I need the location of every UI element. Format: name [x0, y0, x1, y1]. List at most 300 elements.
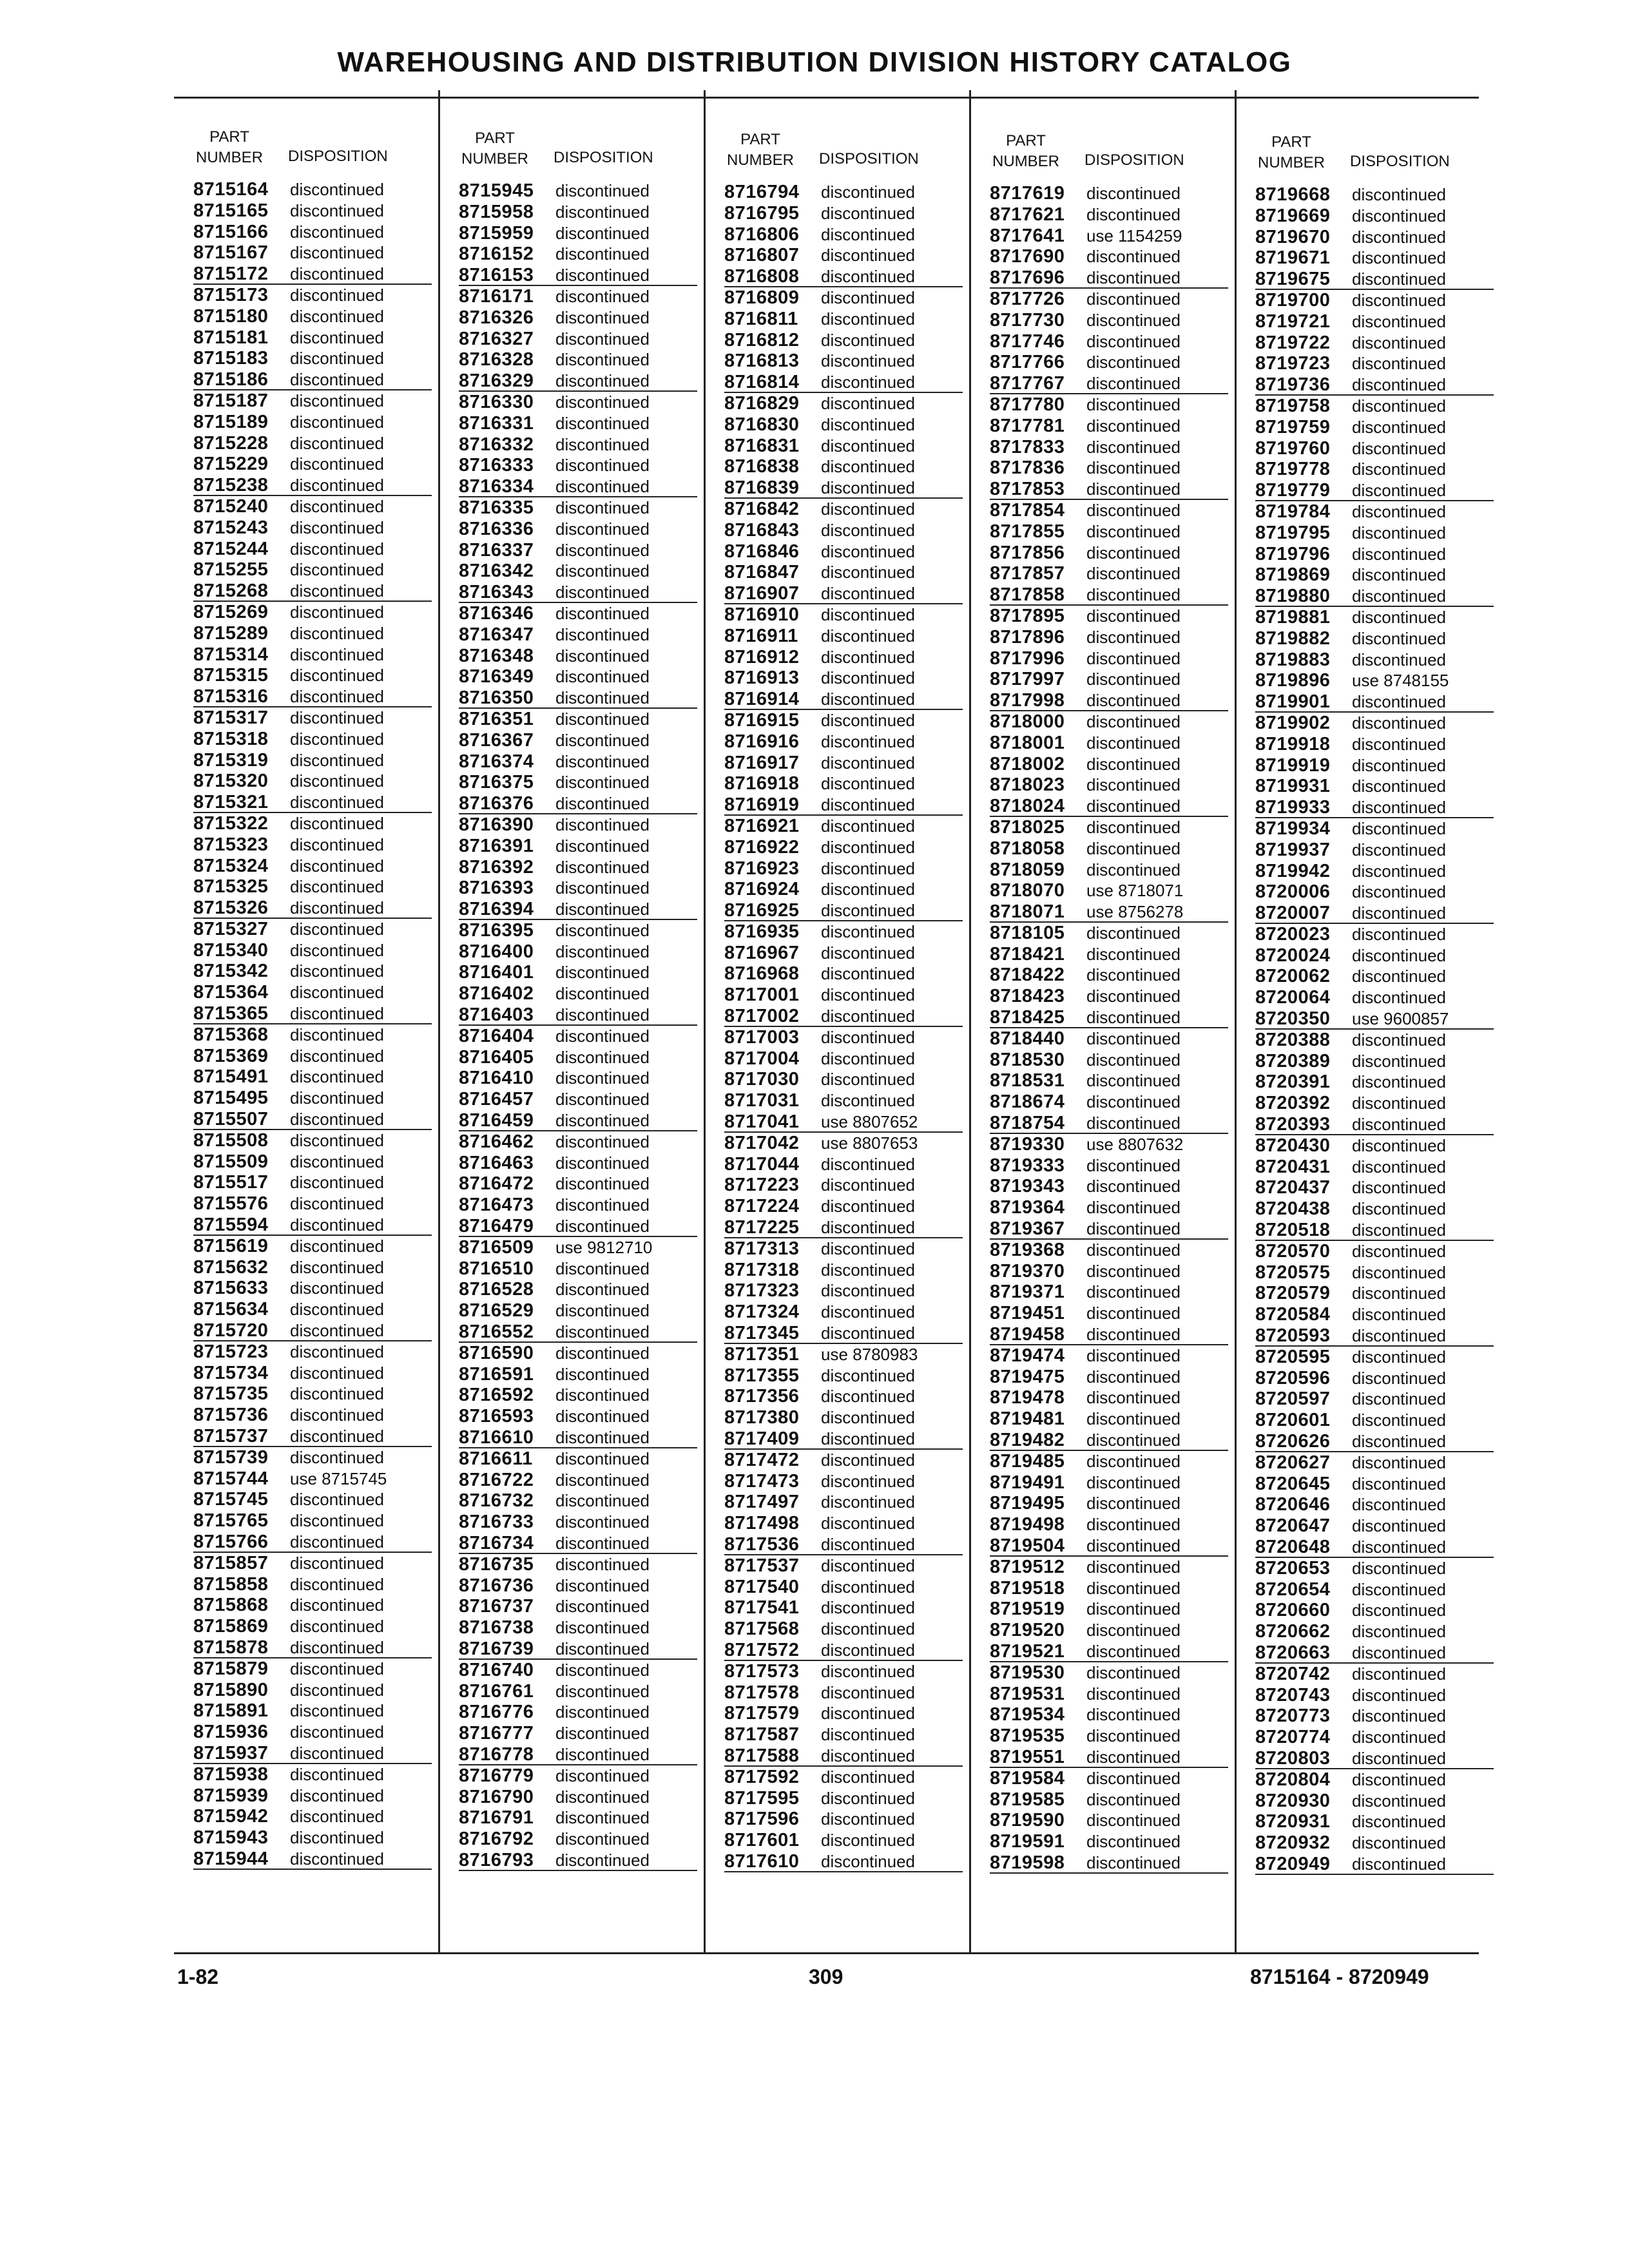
catalog-entry [459, 1258, 697, 1280]
disposition: discontinued [1086, 1536, 1181, 1555]
part-number: 8715317 [193, 707, 269, 728]
catalog-entry [193, 1658, 432, 1680]
part-number: 8715735 [193, 1383, 269, 1405]
part-number: 8715364 [193, 982, 269, 1003]
part-number: 8715365 [193, 1003, 269, 1024]
catalog-entry [724, 1597, 963, 1619]
disposition: discontinued [290, 1617, 384, 1637]
part-number: 8716404 [459, 1025, 534, 1046]
disposition: discontinued [555, 582, 650, 602]
part-number-header [1258, 132, 1325, 173]
part-number: 8720803 [1255, 1747, 1331, 1769]
catalog-entry [724, 626, 963, 647]
part-number: 8720595 [1255, 1346, 1331, 1367]
part-number: 8720007 [1255, 903, 1331, 924]
part-number: 8717002 [724, 1006, 800, 1027]
part-number: 8719896 [1255, 670, 1331, 691]
disposition: discontinued [290, 581, 384, 601]
part-number: 8717041 [724, 1111, 800, 1133]
disposition: discontinued [1352, 1706, 1446, 1726]
disposition: discontinued [1352, 713, 1446, 733]
part-number: 8717540 [724, 1576, 800, 1597]
catalog-entry [1255, 1051, 1494, 1072]
disposition: discontinued [1086, 521, 1181, 541]
part-number: 8720804 [1255, 1769, 1331, 1790]
part-number: 8720391 [1255, 1072, 1331, 1093]
part-number: 8715172 [193, 264, 269, 285]
disposition: discontinued [1086, 1472, 1181, 1492]
disposition: discontinued [290, 1110, 384, 1129]
catalog-entry [459, 1110, 697, 1131]
catalog-entry [459, 1406, 697, 1427]
disposition: discontinued [1086, 1303, 1181, 1323]
catalog-entry [1255, 501, 1494, 523]
disposition: discontinued [1352, 396, 1446, 416]
disposition: discontinued [290, 1701, 384, 1721]
part-number: 8720647 [1255, 1515, 1331, 1537]
disposition: discontinued [1352, 501, 1446, 521]
disposition: discontinued [290, 476, 384, 495]
disposition: discontinued [1086, 184, 1181, 203]
disposition: discontinued [1086, 1409, 1181, 1429]
part-number: 8720392 [1255, 1093, 1331, 1114]
catalog-entry [724, 1217, 963, 1238]
catalog-entry [990, 1599, 1228, 1620]
part-number: 8715939 [193, 1785, 269, 1806]
catalog-entry [193, 179, 432, 200]
catalog-entry [459, 1765, 697, 1787]
disposition: discontinued [821, 245, 915, 265]
disposition: discontinued [821, 964, 915, 984]
part-number: 8717621 [990, 204, 1065, 225]
catalog-entry [1255, 840, 1494, 861]
disposition: discontinued [1352, 1368, 1446, 1388]
part-number: 8720430 [1255, 1135, 1331, 1156]
part-number: 8717324 [724, 1302, 800, 1323]
catalog-entry [990, 690, 1228, 711]
part-number: 8719598 [990, 1852, 1065, 1873]
part-number: 8719371 [990, 1282, 1065, 1303]
disposition: discontinued [1086, 1557, 1181, 1577]
disposition: discontinued [1352, 755, 1446, 775]
catalog-entry [1255, 1494, 1494, 1515]
disposition: discontinued [1352, 607, 1446, 627]
part-number: 8715183 [193, 348, 269, 369]
part-number: 8716910 [724, 604, 800, 625]
disposition: discontinued [555, 286, 650, 306]
part-number: 8715878 [193, 1637, 269, 1658]
disposition: discontinued [555, 1639, 650, 1658]
catalog-entry [1255, 1008, 1494, 1030]
catalog-entry [724, 794, 963, 816]
disposition: discontinued [1352, 1326, 1446, 1346]
catalog-entry [1255, 438, 1494, 459]
part-number: 8719521 [990, 1640, 1065, 1662]
part-number: 8716917 [724, 752, 800, 773]
catalog-entry [459, 455, 697, 476]
part-number: 8719458 [990, 1324, 1065, 1345]
catalog-entry [193, 200, 432, 222]
catalog-entry [990, 1113, 1228, 1134]
part-number: 8719530 [990, 1662, 1065, 1683]
part-header-line1: PART [475, 130, 515, 147]
disposition: discontinued [1086, 1662, 1181, 1682]
part-number: 8719758 [1255, 395, 1331, 416]
part-number: 8717858 [990, 584, 1065, 606]
part-number: 8716843 [724, 519, 800, 541]
disposition: discontinued [821, 1514, 915, 1533]
catalog-entry [1255, 861, 1494, 882]
disposition: discontinued [821, 753, 915, 773]
catalog-entry [724, 689, 963, 710]
disposition: discontinued [290, 370, 384, 390]
catalog-entry [1255, 797, 1494, 818]
catalog-entry [724, 879, 963, 900]
part-number: 8715229 [193, 454, 269, 475]
part-number: 8716913 [724, 668, 800, 689]
part-number: 8715189 [193, 411, 269, 432]
catalog-entry [724, 1640, 963, 1661]
catalog-entry [1255, 1621, 1494, 1642]
disposition: discontinued [290, 813, 384, 833]
disposition: discontinued [1086, 437, 1181, 457]
catalog-entry [724, 1280, 963, 1302]
part-number: 8719796 [1255, 543, 1331, 564]
catalog-entry [724, 393, 963, 414]
part-number: 8717854 [990, 499, 1065, 521]
catalog-entry [990, 1768, 1228, 1789]
catalog-entry [990, 817, 1228, 838]
catalog-entry [459, 793, 697, 814]
disposition: discontinued [821, 1640, 915, 1660]
part-number: 8715745 [193, 1489, 269, 1510]
part-number: 8719883 [1255, 649, 1331, 670]
catalog-entry [193, 1046, 432, 1067]
part-number: 8716919 [724, 794, 800, 816]
disposition: discontinued [290, 877, 384, 897]
page-title: WAREHOUSING AND DISTRIBUTION DIVISION HISTORY CATALOG [337, 46, 1292, 78]
catalog-entry [459, 1787, 697, 1808]
catalog-entry [459, 1723, 697, 1744]
catalog-entry [990, 1852, 1228, 1874]
catalog-entry [724, 985, 963, 1006]
catalog-entry [1255, 247, 1494, 269]
disposition: discontinued [290, 1215, 384, 1235]
part-number: 8715517 [193, 1172, 269, 1193]
catalog-entry [459, 265, 697, 286]
disposition: discontinued [1352, 1432, 1446, 1452]
disposition: discontinued [821, 1535, 915, 1554]
part-number: 8719535 [990, 1725, 1065, 1747]
part-number: 8715945 [459, 180, 534, 201]
disposition: discontinued [1086, 374, 1181, 394]
part-number: 8719590 [990, 1810, 1065, 1831]
part-number: 8719933 [1255, 797, 1331, 818]
disposition: discontinued [555, 1111, 650, 1131]
part-number: 8720646 [1255, 1494, 1331, 1515]
catalog-entry [459, 1617, 697, 1639]
catalog-entry [459, 1004, 697, 1026]
part-number: 8719343 [990, 1176, 1065, 1197]
disposition: discontinued [290, 1807, 384, 1827]
part-number: 8716401 [459, 962, 534, 983]
catalog-entry [193, 1405, 432, 1426]
disposition: discontinued [555, 1047, 650, 1067]
catalog-entry [1255, 1579, 1494, 1600]
part-number: 8716393 [459, 878, 534, 899]
disposition: discontinued [1086, 352, 1181, 372]
footer-section-number: 1-82 [177, 1965, 219, 1988]
disposition: discontinued [290, 1384, 384, 1404]
part-number: 8716737 [459, 1596, 534, 1617]
disposition: discontinued [821, 182, 915, 202]
part-number: 8716400 [459, 941, 534, 962]
disposition: discontinued [1352, 1748, 1446, 1768]
disposition: discontinued [290, 1722, 384, 1742]
disposition: discontinued [1086, 965, 1181, 985]
catalog-entry [724, 1323, 963, 1344]
part-number: 8715268 [193, 581, 269, 602]
catalog-entry [459, 307, 697, 329]
catalog-entry [459, 1026, 697, 1047]
column-header [970, 115, 1235, 186]
catalog-entry [990, 796, 1228, 817]
part-number: 8719901 [1255, 691, 1331, 713]
disposition: discontinued [555, 1216, 650, 1236]
disposition: discontinued [555, 814, 650, 834]
catalog-entry [459, 878, 697, 899]
catalog-entry [724, 1703, 963, 1724]
part-number: 8716907 [724, 583, 800, 604]
catalog-entry [459, 941, 697, 963]
part-number: 8715958 [459, 201, 534, 222]
catalog-entry [1255, 332, 1494, 354]
disposition: discontinued [1352, 1854, 1446, 1874]
catalog-entry [724, 773, 963, 794]
part-number: 8715857 [193, 1552, 269, 1573]
catalog-entry [724, 858, 963, 879]
part-number: 8716790 [459, 1786, 534, 1807]
part-number: 8716916 [724, 731, 800, 752]
disposition: discontinued [555, 392, 650, 412]
catalog-entry [990, 1303, 1228, 1324]
part-number: 8719478 [990, 1387, 1065, 1408]
disposition: discontinued [1352, 354, 1446, 374]
part-number: 8716829 [724, 392, 800, 414]
disposition: discontinued [290, 1236, 384, 1256]
catalog-entry [193, 1532, 432, 1553]
part-number: 8718440 [990, 1028, 1065, 1049]
part-number: 8716914 [724, 689, 800, 710]
column-header [1236, 116, 1500, 187]
catalog-entry [724, 203, 963, 224]
disposition: discontinued [1086, 500, 1181, 520]
part-number: 8716808 [724, 266, 800, 287]
part-number: 8720024 [1255, 945, 1331, 966]
disposition: discontinued [821, 203, 915, 223]
catalog-entry [459, 1850, 697, 1871]
catalog-entry [1255, 184, 1494, 206]
part-number: 8717836 [990, 457, 1065, 479]
part-number: 8719370 [990, 1260, 1065, 1282]
part-number-header [992, 131, 1059, 172]
catalog-entry [459, 1829, 697, 1850]
catalog-entry [724, 1830, 963, 1851]
disposition: discontinued [555, 1448, 650, 1468]
part-number: 8719723 [1255, 353, 1331, 374]
catalog-entry [990, 1261, 1228, 1282]
disposition: discontinued [555, 624, 650, 644]
disposition: discontinued [1352, 1051, 1446, 1071]
part-number: 8717726 [990, 288, 1065, 309]
part-number: 8719671 [1255, 247, 1331, 269]
catalog-entry [459, 1343, 697, 1364]
catalog-entry [724, 351, 963, 372]
part-number: 8716329 [459, 370, 534, 392]
disposition: discontinued [290, 644, 384, 664]
disposition: discontinued [821, 1196, 915, 1216]
part-number: 8719534 [990, 1704, 1065, 1725]
catalog-entry [193, 876, 432, 898]
disposition: use 8807632 [1086, 1134, 1184, 1154]
part-number: 8719675 [1255, 269, 1331, 290]
catalog-entry [459, 646, 697, 667]
catalog-entry [724, 668, 963, 689]
disposition: discontinued [1352, 1115, 1446, 1135]
catalog-entry [459, 899, 697, 920]
part-number: 8716336 [459, 518, 534, 539]
disposition: discontinued [290, 623, 384, 643]
part-number: 8716459 [459, 1110, 534, 1131]
catalog-entry [990, 901, 1228, 923]
part-number: 8717856 [990, 542, 1065, 563]
part-number: 8716923 [724, 858, 800, 879]
part-number: 8720393 [1255, 1114, 1331, 1135]
part-number: 8715491 [193, 1066, 269, 1088]
part-number: 8716395 [459, 919, 534, 941]
disposition: discontinued [290, 243, 384, 263]
part-number: 8720389 [1255, 1050, 1331, 1072]
disposition: discontinued [1086, 1261, 1181, 1281]
catalog-entry [193, 581, 432, 602]
disposition: discontinued [555, 751, 650, 771]
disposition: discontinued [555, 963, 650, 983]
catalog-entry [193, 1278, 432, 1299]
part-number: 8717853 [990, 479, 1065, 500]
part-number: 8717351 [724, 1343, 800, 1365]
disposition: discontinued [290, 1405, 384, 1425]
disposition: discontinued [555, 1131, 650, 1151]
disposition: discontinued [290, 1574, 384, 1594]
catalog-entry [459, 1660, 697, 1681]
part-number: 8720931 [1255, 1811, 1331, 1832]
part-number: 8719591 [990, 1831, 1065, 1852]
catalog-entry [990, 1789, 1228, 1811]
disposition: discontinued [555, 202, 650, 222]
disposition: discontinued [1086, 1641, 1181, 1661]
catalog-entry [193, 1468, 432, 1490]
part-number: 8717730 [990, 309, 1065, 331]
part-number: 8720930 [1255, 1790, 1331, 1811]
disposition: discontinued [1352, 185, 1446, 204]
catalog-entry [1255, 459, 1494, 480]
part-number: 8716402 [459, 983, 534, 1004]
part-number: 8718001 [990, 732, 1065, 753]
part-number: 8715507 [193, 1109, 269, 1130]
catalog-entry [1255, 227, 1494, 248]
part-number: 8717896 [990, 626, 1065, 648]
part-number: 8717537 [724, 1555, 800, 1576]
part-number: 8716153 [459, 265, 534, 286]
catalog-entry [724, 710, 963, 731]
disposition: discontinued [555, 667, 650, 687]
disposition: discontinued [290, 961, 384, 981]
part-number: 8719451 [990, 1303, 1065, 1324]
catalog-entry [990, 711, 1228, 733]
disposition: discontinued [1352, 1199, 1446, 1219]
disposition: discontinued [1352, 417, 1446, 437]
catalog-entry [1255, 1811, 1494, 1832]
part-number: 8718674 [990, 1091, 1065, 1113]
catalog-entry [990, 1557, 1228, 1578]
disposition: discontinued [1086, 1705, 1181, 1725]
part-number: 8720743 [1255, 1684, 1331, 1706]
part-number: 8717224 [724, 1196, 800, 1217]
part-number: 8716335 [459, 497, 534, 518]
catalog-entry [193, 1806, 432, 1827]
part-number: 8716846 [724, 541, 800, 562]
part-number: 8716348 [459, 645, 534, 666]
disposition: discontinued [821, 1070, 915, 1090]
disposition: discontinued [1352, 1474, 1446, 1494]
catalog-entry [1255, 881, 1494, 903]
disposition: discontinued [1352, 459, 1446, 479]
disposition: discontinued [1086, 331, 1181, 351]
part-number: 8719779 [1255, 480, 1331, 501]
part-number: 8718531 [990, 1070, 1065, 1091]
disposition: discontinued [821, 1281, 915, 1301]
catalog-entry [1255, 1727, 1494, 1748]
part-number: 8719918 [1255, 733, 1331, 754]
catalog-entry [193, 1257, 432, 1278]
catalog-entry [990, 1197, 1228, 1218]
catalog-entry [193, 1151, 432, 1173]
part-number: 8718421 [990, 943, 1065, 965]
disposition: discontinued [290, 454, 384, 474]
part-number: 8717044 [724, 1153, 800, 1175]
disposition: discontinued [821, 499, 915, 519]
part-number: 8715632 [193, 1256, 269, 1278]
part-number: 8720648 [1255, 1537, 1331, 1557]
catalog-entry [193, 264, 432, 285]
disposition: discontinued [821, 1260, 915, 1280]
part-number: 8715943 [193, 1827, 269, 1849]
disposition: discontinued [1352, 1410, 1446, 1430]
disposition: discontinued [1086, 1726, 1181, 1746]
part-number: 8715720 [193, 1320, 269, 1341]
disposition: discontinued [555, 1428, 650, 1448]
disposition: discontinued [821, 879, 915, 899]
disposition: discontinued [821, 1323, 915, 1343]
part-number: 8716740 [459, 1659, 534, 1680]
catalog-entry [1255, 1642, 1494, 1664]
part-number: 8716918 [724, 773, 800, 794]
catalog-entry [459, 836, 697, 857]
catalog-entry [1255, 1030, 1494, 1051]
part-number: 8716510 [459, 1258, 534, 1279]
part-number: 8715734 [193, 1362, 269, 1383]
part-number: 8717497 [724, 1492, 800, 1513]
